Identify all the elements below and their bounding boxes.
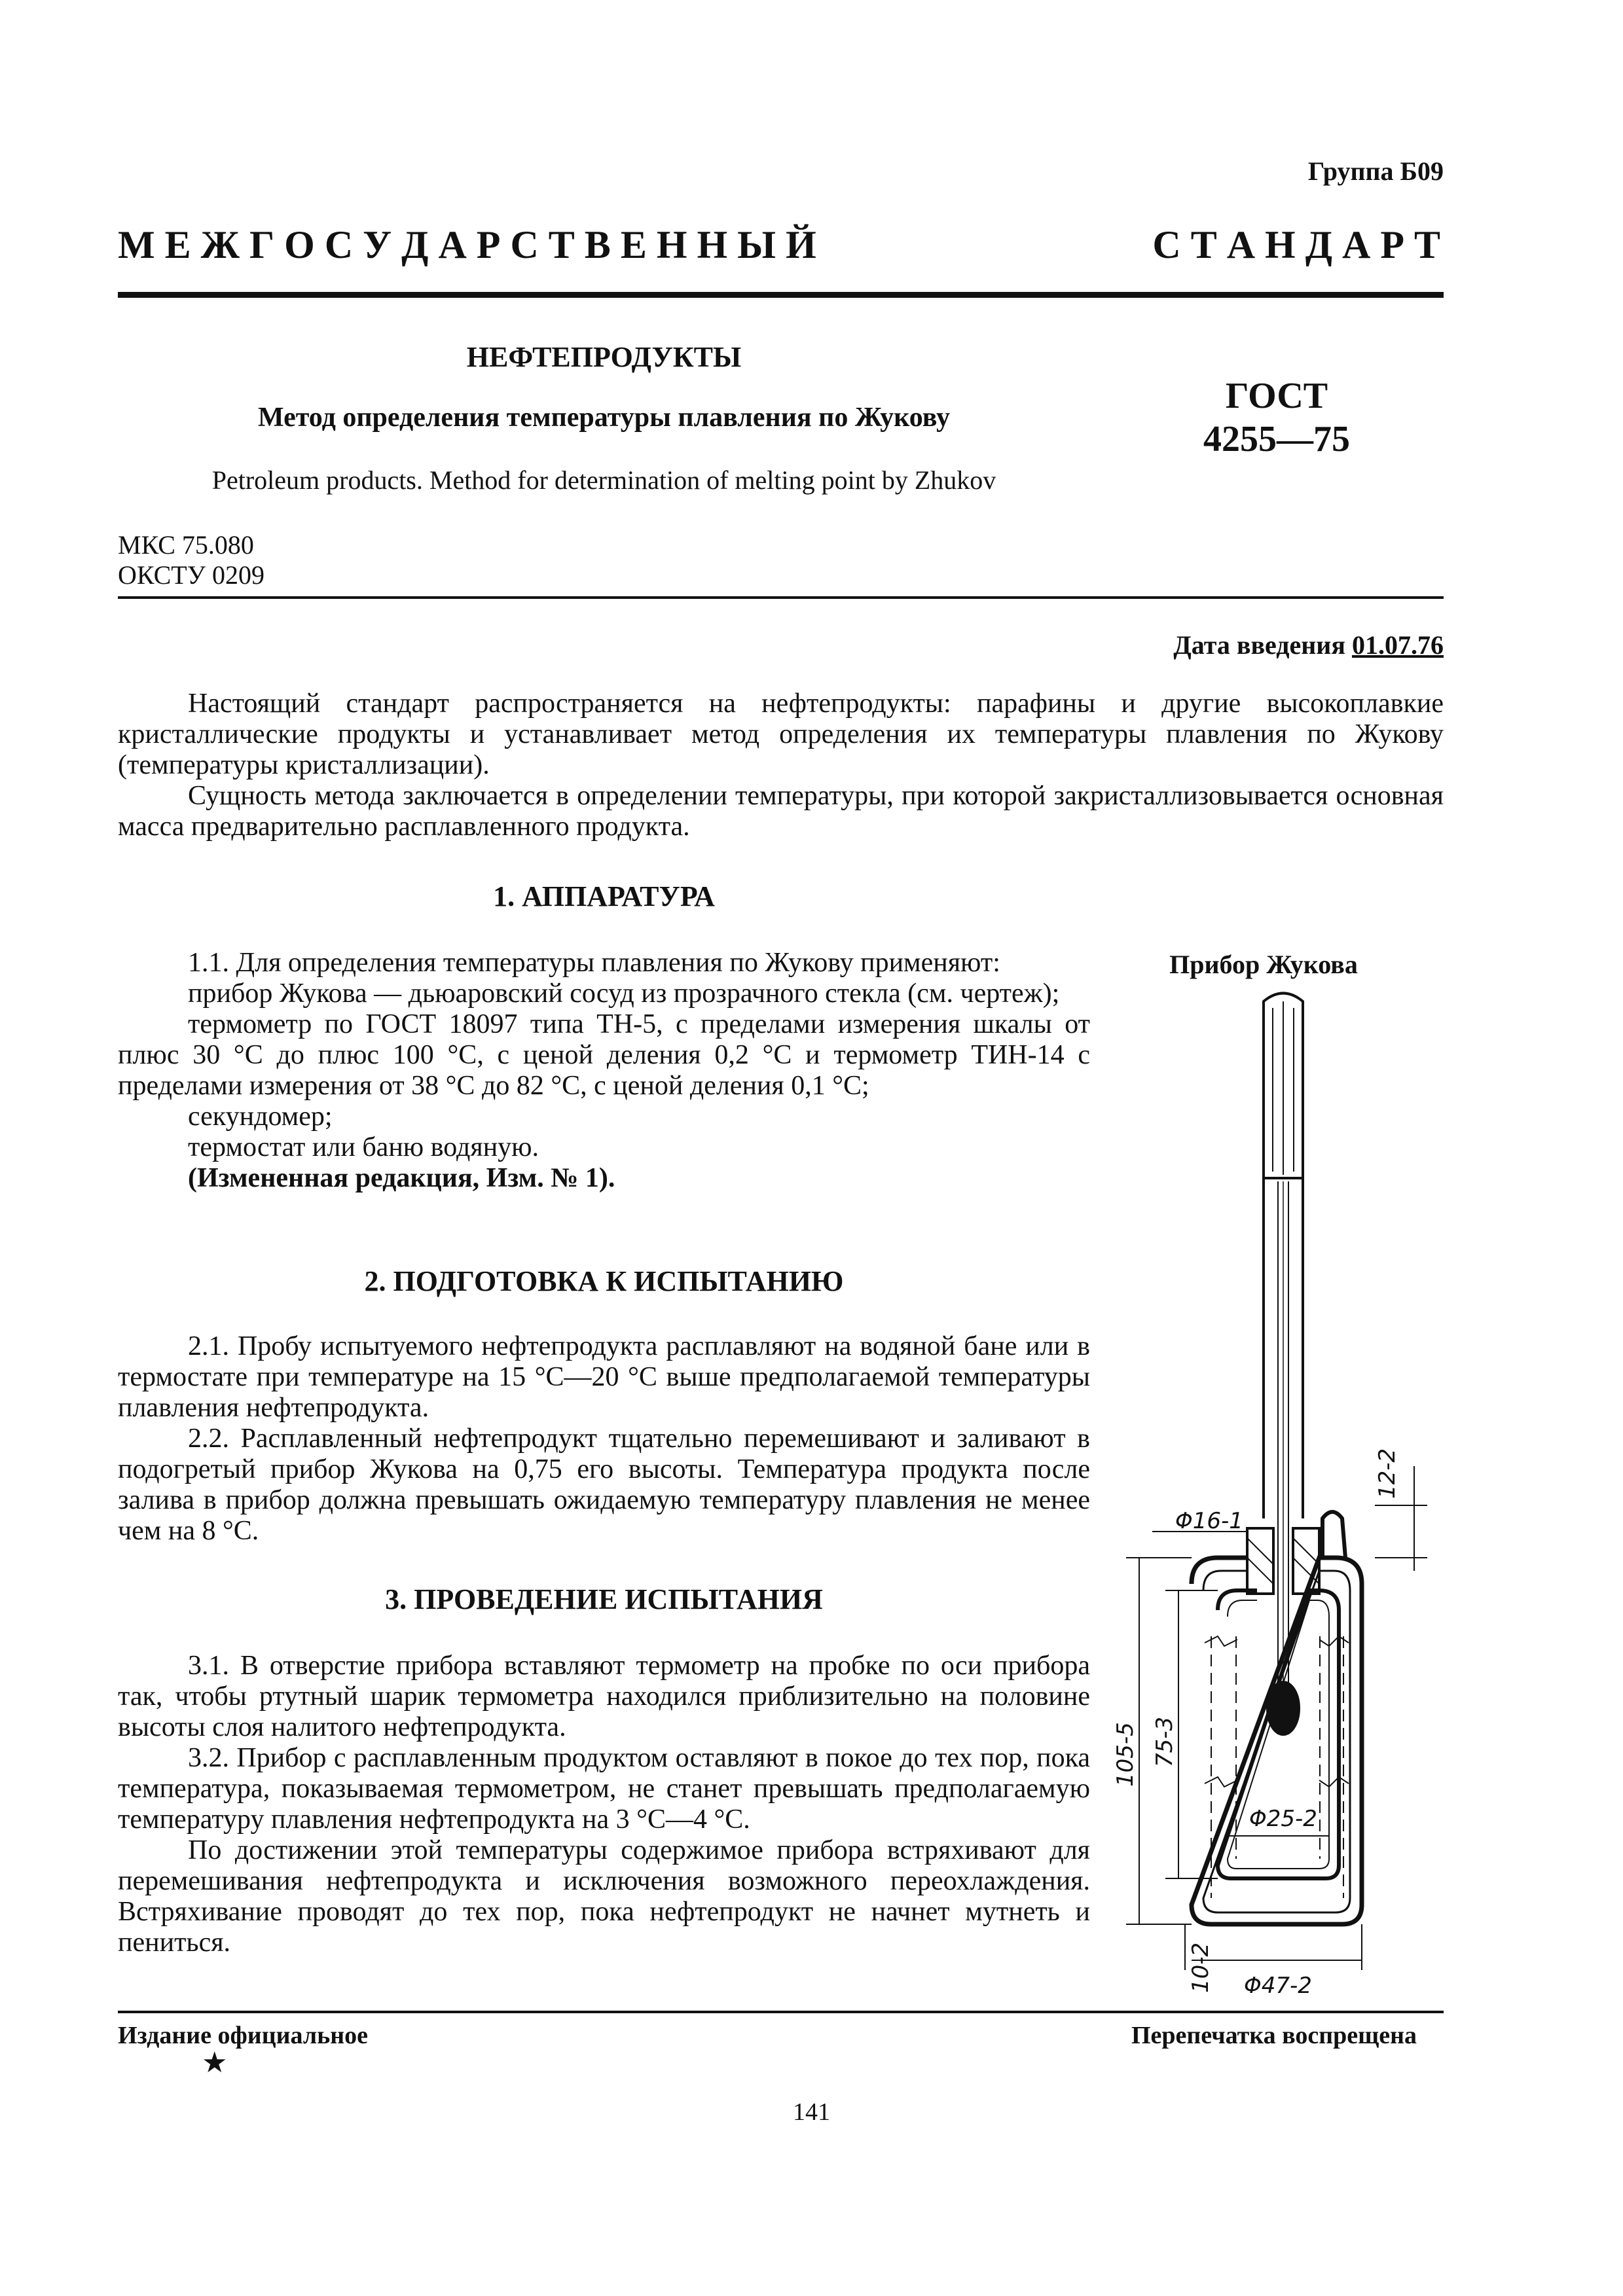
- vent-nozzle: [1322, 1512, 1345, 1558]
- s1-paragraph-4: секундомер;: [188, 1102, 333, 1132]
- doc-subtitle: Метод определения температуры плавления по Жукову: [257, 403, 950, 433]
- banner-word-2: С Т А Н Д А Р Т: [1152, 223, 1440, 266]
- s1-paragraph-1: 1.1. Для определения температуры плавления по Жукову применяют:: [188, 948, 1000, 978]
- s1-paragraph-5: термостат или баню водяную.: [188, 1132, 539, 1162]
- doc-english-title: Petroleum products. Method for determination of melting point by Zhukov: [211, 465, 996, 495]
- s3-paragraph-1: 3.1. В отверстие прибора вставляют термометр на пробке по оси прибора так, чтобы ртутный шарик термометра находился приблизительно на половине высоты слоя налитого нефтепродукта.: [118, 1651, 1090, 1742]
- section-1-heading: 1. АППАРАТУРА: [493, 880, 715, 912]
- dim-d25: Φ25-2: [1249, 1806, 1317, 1832]
- s1-paragraph-2: прибор Жукова — дьюаровский сосуд из прозрачного стекла (см. чертеж);: [188, 978, 1060, 1009]
- reprint-prohibited: Перепечатка воспрещена: [1131, 2022, 1417, 2049]
- footer-rule: [118, 2011, 1444, 2013]
- section-2-text: [118, 1331, 1090, 1547]
- s2-paragraph-2: 2.2. Расплавленный нефтепродукт тщательно перемешивают и заливают в подогретый прибор Жукова на 0,75 его высоты. Температура продукта после залива в прибор должна превышать ожидаемую температуру плавления не менее чем на 8 °С.: [118, 1424, 1090, 1546]
- intro-date-value: 01.07.76: [1352, 630, 1444, 660]
- mercury-bulb: [1267, 1682, 1299, 1734]
- s3-paragraph-2: 3.2. Прибор с расплавленным продуктом оставляют в покое до тех пор, пока температура, показываемая термометром, не станет превышать предполагаемую температуру плавления нефтепродукта на 3 °С—4 °С.: [118, 1743, 1090, 1835]
- dim-d16: Φ16-1: [1175, 1508, 1243, 1534]
- gost-label: ГОСТ: [1225, 376, 1328, 416]
- intro-date-label: Дата введения: [1173, 630, 1345, 660]
- mks-code: МКС 75.080: [118, 530, 254, 560]
- group-code: Группа Б09: [1307, 156, 1444, 186]
- page-number: 141: [793, 2098, 830, 2126]
- figure-title: Прибор Жукова: [1169, 950, 1358, 979]
- s1-amendment: (Измененная редакция, Изм. № 1).: [188, 1163, 615, 1193]
- intro-paragraph-2: Сущность метода заключается в определении температуры, при которой закристаллизовывается основная масса предварительно расплавленного продукта.: [118, 781, 1444, 842]
- zhukov-apparatus-drawing: [1087, 982, 1453, 2003]
- intro-text: [118, 689, 1444, 842]
- classification-codes: [118, 530, 264, 590]
- dim-h10: 10-2: [1188, 1942, 1214, 1993]
- dim-d47: Φ47-2: [1244, 1973, 1312, 1999]
- s2-paragraph-1: 2.1. Пробу испытуемого нефтепродукта расплавляют на водяной бане или в термостате при температуре на 15 °С—20 °С выше предполагаемой температуры плавления нефтепродукта.: [118, 1331, 1090, 1423]
- dim-h12: 12-2: [1374, 1448, 1400, 1499]
- s3-paragraph-3: По достижении этой температуры содержимое прибора встряхивают для перемешивания нефтепродукта и исключения возможного переохлаждения. Встряхивание проводят до тех пор, пока нефтепродукт не начнет мутнеть и пениться.: [118, 1835, 1090, 1958]
- section-2-heading: 2. ПОДГОТОВКА К ИСПЫТАНИЮ: [364, 1265, 844, 1297]
- section-3-heading: 3. ПРОВЕДЕНИЕ ИСПЫТАНИЯ: [385, 1583, 823, 1615]
- gost-code: 4255—75: [1203, 419, 1350, 459]
- dim-h105: 105-5: [1112, 1722, 1139, 1787]
- top-rule: [118, 292, 1444, 298]
- gost-number: [1113, 374, 1440, 461]
- dim-h75: 75-3: [1152, 1716, 1178, 1767]
- s1-paragraph-3: термометр по ГОСТ 18097 типа ТН-5, с пределами измерения шкалы от плюс 30 °С до плюс 100 °С, с ценой деления 0,2 °С и термометр ТИН-14 с пределами измерения от 38 °С до 82 °С, с ценой деления 0,1 °С;: [118, 1009, 1090, 1101]
- intro-paragraph-1: Настоящий стандарт распространяется на нефтепродукты: парафины и другие высокоплавкие кристаллические продукты и устанавливает метод определения их температуры плавления по Жукову (температуры кристаллизации).: [118, 689, 1444, 780]
- star-icon: ★: [202, 2047, 228, 2079]
- section-3-text: [118, 1651, 1090, 1958]
- section-1-text: [118, 948, 1090, 1194]
- title-rule: [118, 596, 1444, 599]
- okstu-code: ОКСТУ 0209: [118, 560, 265, 590]
- banner-word-1: М Е Ж Г О С У Д А Р С Т В Е Н Н Ы Й: [118, 223, 816, 266]
- intro-date: [1173, 630, 1444, 660]
- standard-banner: [118, 223, 1440, 268]
- official-edition: Издание официальное: [118, 2022, 369, 2049]
- doc-title: НЕФТЕПРОДУКТЫ: [466, 341, 742, 373]
